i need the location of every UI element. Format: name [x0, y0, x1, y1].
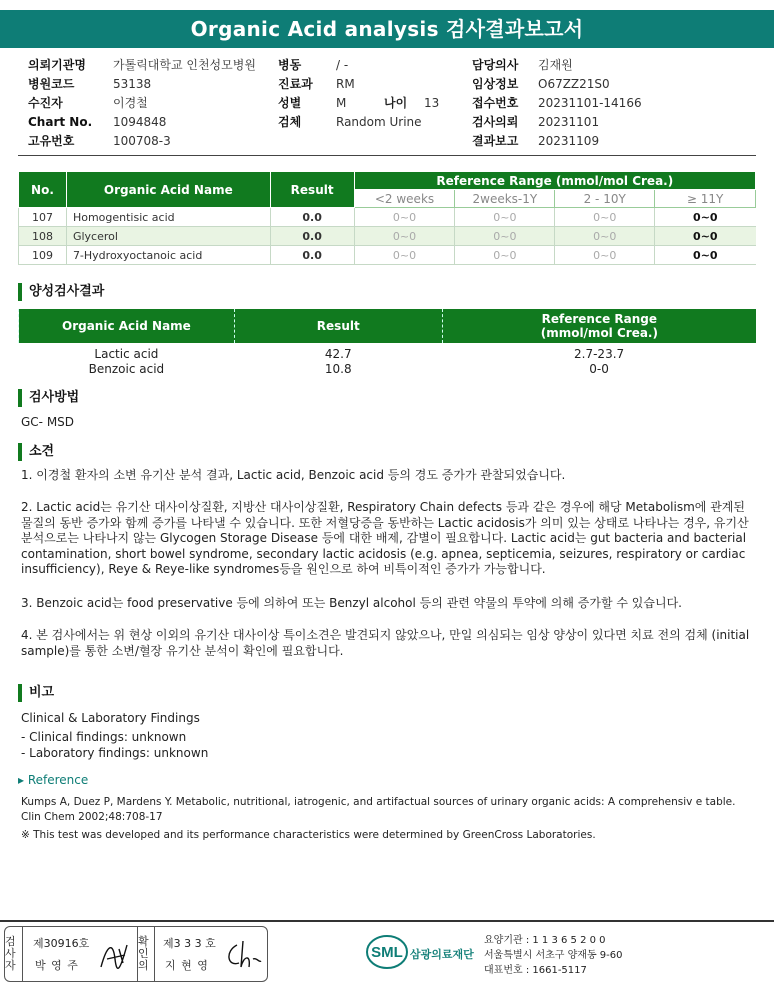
cell-ref: 0~0	[555, 208, 655, 227]
reference-heading: ▸ Reference	[18, 773, 89, 787]
pos-cell-ref: 2.7-23.7	[574, 347, 625, 361]
cell-no: 109	[19, 246, 67, 265]
report-title: Organic Acid analysis 검사결과보고서	[0, 10, 774, 48]
col-header-result: Result	[270, 172, 354, 208]
info-value: 김재원	[538, 58, 573, 72]
col-header-no: No.	[19, 172, 67, 208]
table-row	[19, 246, 756, 265]
info-label: 담당의사	[472, 58, 519, 72]
cell-no: 108	[19, 227, 67, 246]
tester-label: 검사자	[5, 927, 23, 981]
info-column-3	[472, 56, 642, 151]
pos-col-ref-line1: Reference Range	[541, 312, 658, 326]
confirmer-license: 제3 3 3 호	[163, 937, 216, 950]
col-header-ref: Reference Range (mmol/mol Crea.)	[354, 172, 755, 190]
method-heading: 검사방법	[18, 389, 79, 407]
contact-line-1: 요양기관 : 1 1 3 6 5 2 0 0	[484, 935, 606, 946]
pos-cell-ref: 0-0	[589, 362, 609, 376]
info-value: / -	[336, 58, 349, 72]
info-label: 수진자	[28, 96, 63, 110]
cell-ref: 0~0	[455, 208, 555, 227]
contact-line-2: 서울특별시 서초구 양재동 9-60	[484, 950, 623, 961]
remarks-line-3: - Laboratory findings: unknown	[21, 746, 209, 760]
pos-col-name: Organic Acid Name	[19, 309, 235, 343]
info-value: 20231101	[538, 115, 600, 129]
findings-heading: 소견	[18, 443, 54, 461]
logo-icon	[366, 934, 408, 970]
cell-ref: 0~0	[354, 227, 455, 246]
cell-name: Glycerol	[66, 227, 270, 246]
positive-heading: 양성검사결과	[18, 283, 104, 301]
tester-license: 제30916호	[33, 937, 90, 950]
pos-col-ref-line2: (mmol/mol Crea.)	[540, 326, 658, 340]
info-value: RM	[336, 77, 355, 91]
cell-ref: 0~0	[655, 246, 756, 265]
info-value: 20231109	[538, 134, 600, 148]
info-label: 병동	[278, 58, 302, 72]
info-label: 고유번호	[28, 134, 75, 148]
pos-cell-result: 42.7	[324, 347, 352, 361]
info-label: Chart No.	[28, 115, 93, 129]
table-row	[19, 208, 756, 227]
info-label: 결과보고	[472, 134, 519, 148]
age-label: 나이	[384, 96, 408, 110]
tester-name: 박 영 주	[35, 959, 79, 972]
info-label: 검사의뢰	[472, 115, 519, 129]
info-column-2	[278, 56, 439, 132]
cell-name: 7-Hydroxyoctanoic acid	[66, 246, 270, 265]
ref-col-1: <2 weeks	[354, 190, 455, 208]
cell-result: 0.0	[270, 208, 354, 227]
divider	[18, 155, 756, 156]
remarks-line-2: - Clinical findings: unknown	[21, 730, 187, 744]
finding-4: 4. 본 검사에서는 위 현상 이외의 유기산 대사이상 특이소견은 발견되지 않았으나, 만일 의심되는 임상 양상이 있다면 치료 전의 검체 (initial sample)를 통한 소변/혈장 유기산 분석이 확인에 필요합니다.	[21, 628, 750, 658]
cell-result: 0.0	[270, 227, 354, 246]
cell-ref: 0~0	[655, 208, 756, 227]
cell-ref: 0~0	[455, 227, 555, 246]
info-label: 접수번호	[472, 96, 519, 110]
finding-1: 1. 이경철 환자의 소변 유기산 분석 결과, Lactic acid, Benzoic acid 등의 경도 증가가 관찰되었습니다.	[21, 468, 566, 482]
info-label: 의뢰기관명	[28, 58, 86, 72]
contact-info	[484, 933, 623, 978]
remarks-line-1: Clinical & Laboratory Findings	[21, 711, 200, 725]
reference-text: Kumps A, Duez P, Mardens Y. Metabolic, nutritional, iatrogenic, and artifactual sources of urinary organic acids: A comprehensiv e table. Clin Chem 2002;48:708-17	[21, 796, 736, 823]
info-label: 진료과	[278, 77, 313, 91]
cell-ref: 0~0	[354, 246, 455, 265]
cell-ref: 0~0	[555, 227, 655, 246]
info-value: 53138	[113, 77, 152, 91]
info-label: 성별	[278, 96, 302, 110]
cell-ref: 0~0	[555, 246, 655, 265]
cell-ref: 0~0	[655, 227, 756, 246]
table-row	[19, 343, 757, 361]
contact-line-3: 대표번호 : 1661-5117	[484, 965, 587, 976]
confirmer-signature	[223, 937, 263, 973]
col-header-name: Organic Acid Name	[66, 172, 270, 208]
info-value: 이경철	[113, 96, 148, 110]
age-value: 13	[424, 96, 440, 110]
signature-box	[4, 926, 268, 982]
organic-acid-table	[18, 171, 756, 265]
ref-col-4: ≥ 11Y	[655, 190, 756, 208]
method-text: GC- MSD	[21, 415, 75, 429]
footnote: ※ This test was developed and its performance characteristics were determined by GreenCross Laboratories.	[21, 829, 596, 841]
confirmer-name: 지 현 영	[165, 959, 209, 972]
ref-col-3: 2 - 10Y	[555, 190, 655, 208]
info-value: Random Urine	[336, 115, 422, 129]
logo-text: SML	[371, 944, 403, 961]
info-value: 가톨릭대학교 인천성모병원	[113, 58, 256, 72]
finding-3: 3. Benzoic acid는 food preservative 등에 의하여 또는 Benzyl alcohol 등의 관련 약물의 투약에 의해 증가할 수 있습니다.	[21, 596, 682, 610]
pos-col-ref	[442, 309, 756, 343]
confirmer-label: 확인의	[137, 927, 155, 981]
positive-table	[18, 309, 756, 377]
info-value: M	[336, 96, 347, 110]
footer-divider	[0, 920, 774, 922]
info-value: 100708-3	[113, 134, 171, 148]
ref-col-2: 2weeks-1Y	[455, 190, 555, 208]
pos-cell-name: Benzoic acid	[88, 362, 165, 376]
remarks-heading: 비고	[18, 684, 54, 702]
info-value: 20231101-14166	[538, 96, 642, 110]
pos-cell-name: Lactic acid	[94, 347, 159, 361]
pos-cell-result: 10.8	[324, 362, 352, 376]
logo-subtitle: 삼광의료재단	[410, 948, 474, 961]
table-row	[19, 361, 757, 377]
cell-result: 0.0	[270, 246, 354, 265]
cell-ref: 0~0	[354, 208, 455, 227]
cell-ref: 0~0	[455, 246, 555, 265]
sml-logo	[366, 934, 474, 974]
info-label: 검체	[278, 115, 302, 129]
table-row	[19, 227, 756, 246]
cell-no: 107	[19, 208, 67, 227]
info-value: O67ZZ21S0	[538, 77, 610, 91]
info-value: 1094848	[113, 115, 167, 129]
cell-name: Homogentisic acid	[66, 208, 270, 227]
info-column-1	[28, 56, 256, 151]
info-label: 임상정보	[472, 77, 519, 91]
pos-col-result: Result	[234, 309, 442, 343]
finding-2: 2. Lactic acid는 유기산 대사이상질환, 지방산 대사이상질환, Respiratory Chain defects 등과 같은 경우에 해당 Metabolism에 관계된 물질의 동반 증가와 함께 증가를 나타낼 수 있습니다. 또한 저혈당증을 동반하는 Lactic acidosis가 의미 있는 상태로 나타나는 경우, 유기산 분석으로는 나타나지 않는 Glycogen Storage Disease 등에 대한 배제, 감별이 필요합니다. Lactic acid는 gut bacteria and bacterial contamination, short bowel syndrome, secondary lactic acidosis (e.g. apnea, septicemia, seizures, respiratory or cardiac insufficiency), Reye & Reye-like syndromes등을 원인으로 하여 비특이적인 증가가 가능합니다.	[21, 500, 749, 577]
info-label: 병원코드	[28, 77, 75, 91]
tester-signature	[97, 937, 133, 973]
